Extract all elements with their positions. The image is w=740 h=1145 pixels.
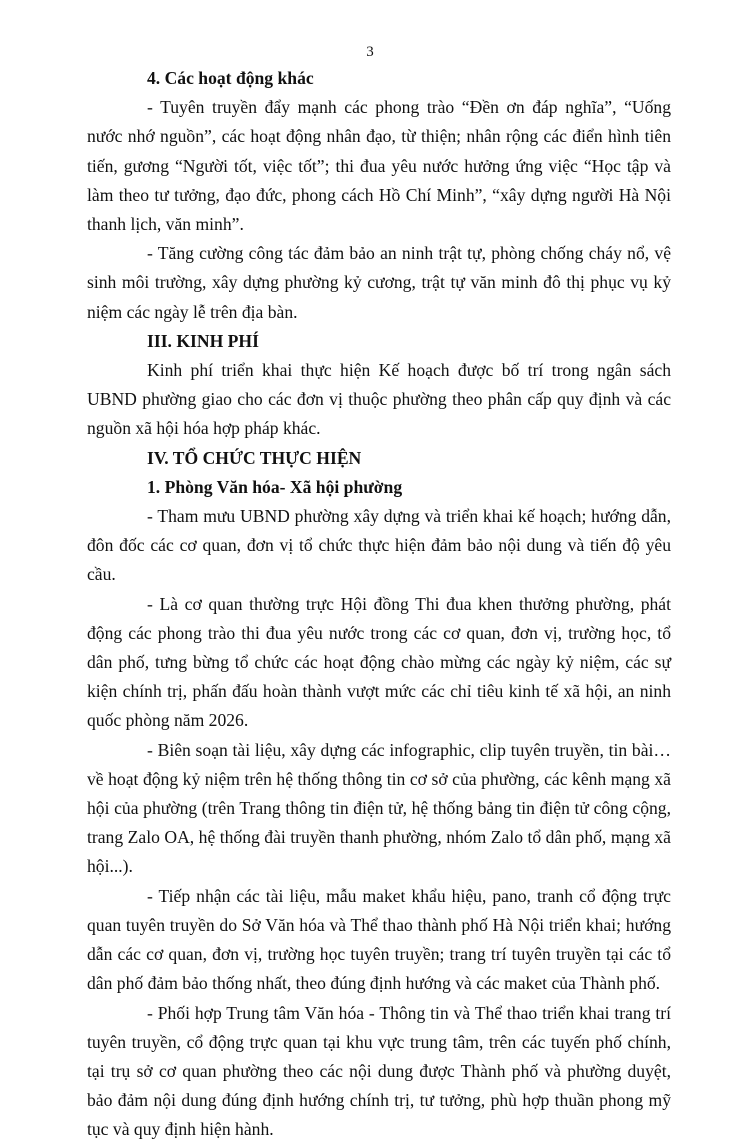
paragraph-advise-ubnd: - Tham mưu UBND phường xây dựng và triển khai kế hoạch; hướng dẫn, đôn đốc các cơ quan, đơn vị tổ chức thực hiện đảm bảo nội dung và tiến độ yêu cầu. xyxy=(87,506,671,585)
paragraph-receive-materials: - Tiếp nhận các tài liệu, mẫu maket khẩu hiệu, pano, tranh cổ động trực quan tuyên truyền do Sở Văn hóa và Thể thao thành phố Hà Nội triển khai; hướng dẫn các cơ quan, đơn vị, trường học tuyên truyền; trang trí tuyên truyền tại các tổ dân phố đảm bảo thống nhất, theo đúng định hướng và các maket của Thành phố. xyxy=(87,885,671,994)
section-heading-funding: III. KINH PHÍ xyxy=(147,330,259,351)
paragraph-funding: Kinh phí triển khai thực hiện Kế hoạch được bố trí trong ngân sách UBND phường giao cho các đơn vị thuộc phường theo phân cấp quy định và các nguồn xã hội hóa hợp pháp khác. xyxy=(87,360,671,439)
paragraph-propaganda-movements: - Tuyên truyền đẩy mạnh các phong trào “Đền ơn đáp nghĩa”, “Uống nước nhớ nguồn”, các hoạt động nhân đạo, từ thiện; nhân rộng các điển hình tiên tiến, gương “Người tốt, việc tốt”; thi đua yêu nước hưởng ứng việc “Học tập và làm theo tư tưởng, đạo đức, phong cách Hồ Chí Minh”, “xây dựng người Hà Nội thanh lịch, văn minh”. xyxy=(87,97,671,235)
section-heading-implementation: IV. TỔ CHỨC THỰC HIỆN xyxy=(147,447,362,468)
paragraph-security-order: - Tăng cường công tác đảm bảo an ninh trật tự, phòng chống cháy nổ, vệ sinh môi trường, xây dựng phường kỷ cương, trật tự văn minh đô thị phục vụ kỷ niệm các ngày lễ trên địa bàn. xyxy=(87,243,671,322)
document-body xyxy=(87,64,671,1145)
subsection-heading-culture-office: 1. Phòng Văn hóa- Xã hội phường xyxy=(147,476,403,497)
paragraph-emulation-council: - Là cơ quan thường trực Hội đồng Thi đua khen thưởng phường, phát động các phong trào thi đua yêu nước trong các cơ quan, đơn vị, trường học, tổ dân phố, tưng bừng tổ chức các hoạt động chào mừng các ngày kỷ niệm, các sự kiện chính trị, phấn đấu hoàn thành vượt mức các chỉ tiêu kinh tế xã hội, an ninh quốc phòng năm 2026. xyxy=(87,593,671,731)
paragraph-coordinate-decoration: - Phối hợp Trung tâm Văn hóa - Thông tin và Thể thao triển khai trang trí tuyên truyền, cổ động trực quan tại khu vực trung tâm, trên các tuyến phố chính, tại trụ sở cơ quan phường theo các nội dung được Thành phố và phường duyệt, bảo đảm nội dung đúng định hướng chính trị, tư tưởng, phù hợp thuần phong mỹ tục và quy định hiện hành. xyxy=(87,1002,671,1140)
page-number: 3 xyxy=(366,44,374,60)
paragraph-compile-materials: - Biên soạn tài liệu, xây dựng các infographic, clip tuyên truyền, tin bài… về hoạt động kỷ niệm trên hệ thống thông tin cơ sở của phường, các kênh mạng xã hội của phường (trên Trang thông tin điện tử, hệ thống bảng tin điện tử công cộng, trang Zalo OA, hệ thống đài truyền thanh phường, nhóm Zalo tổ dân phố, mạng xã hội...). xyxy=(87,739,671,877)
section-heading-other-activities: 4. Các hoạt động khác xyxy=(147,68,314,88)
